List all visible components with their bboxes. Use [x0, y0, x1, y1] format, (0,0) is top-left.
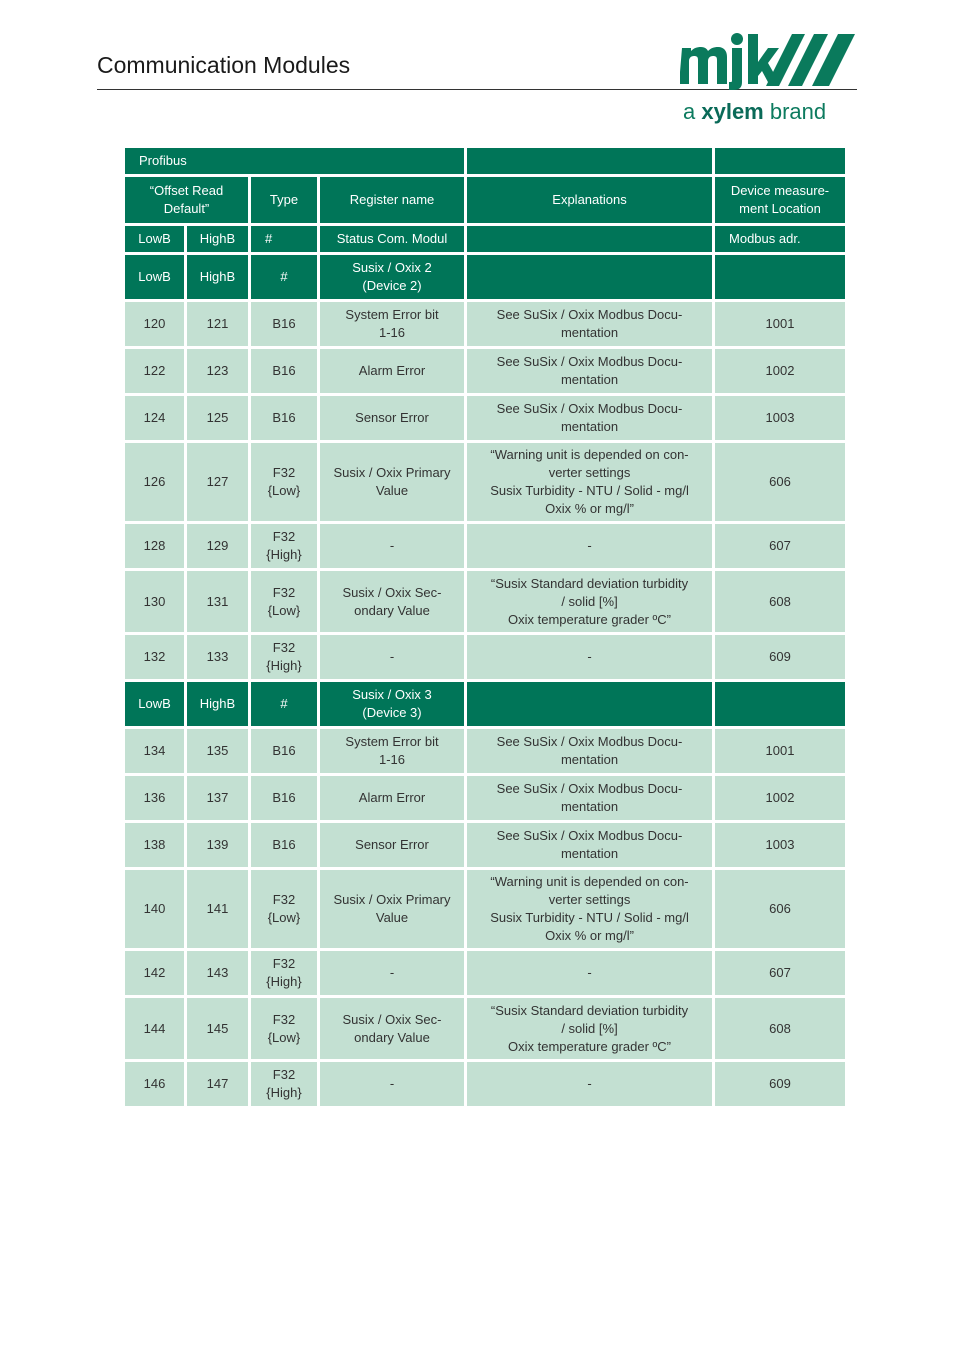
cell-low: 122: [125, 349, 184, 393]
table-row: [125, 635, 845, 679]
cell-modbus-address: [715, 682, 845, 726]
cell-type: F32 {High}: [251, 1062, 317, 1106]
cell-register-name: -: [320, 524, 464, 568]
cell-register-name: -: [320, 951, 464, 995]
protocol-cell-blank: [467, 148, 712, 174]
cell-register-name: Alarm Error: [320, 349, 464, 393]
cell-low: 142: [125, 951, 184, 995]
cell-high: 143: [187, 951, 248, 995]
cell-low: LowB: [125, 255, 184, 299]
table-row: [125, 571, 845, 632]
cell-modbus-address: 1003: [715, 396, 845, 440]
table-row: [125, 524, 845, 568]
modbus-register-table: [122, 145, 848, 1109]
cell-high: 145: [187, 998, 248, 1059]
table-row: [125, 823, 845, 867]
cell-modbus-address: 606: [715, 443, 845, 521]
cell-low: 124: [125, 396, 184, 440]
header-offset: “Offset Read Default”: [125, 177, 248, 223]
header-explanations: Explanations: [467, 177, 712, 223]
table-row: [125, 302, 845, 346]
cell-register-name: Sensor Error: [320, 823, 464, 867]
cell-high: 129: [187, 524, 248, 568]
cell-modbus-address: 607: [715, 951, 845, 995]
cell-modbus-address: [715, 255, 845, 299]
cell-explanation: -: [467, 524, 712, 568]
cell-high: 147: [187, 1062, 248, 1106]
cell-high: 139: [187, 823, 248, 867]
device-header-row: [125, 255, 845, 299]
cell-low: 136: [125, 776, 184, 820]
cell-low: 134: [125, 729, 184, 773]
cell-explanation: [467, 255, 712, 299]
cell-type: B16: [251, 349, 317, 393]
cell-high: 137: [187, 776, 248, 820]
cell-register-name: Susix / Oxix Primary Value: [320, 443, 464, 521]
cell-modbus-address: 607: [715, 524, 845, 568]
cell-modbus-address: 609: [715, 1062, 845, 1106]
cell-low: LowB: [125, 682, 184, 726]
cell-modbus-address: 608: [715, 998, 845, 1059]
cell-explanation: “Warning unit is depended on con- verter settings Susix Turbidity - NTU / Solid - mg/l Oxix % or mg/l”: [467, 870, 712, 948]
cell-low: 146: [125, 1062, 184, 1106]
cell-modbus-address: 1001: [715, 729, 845, 773]
table-row: [125, 396, 845, 440]
protocol-cell: Profibus: [125, 148, 464, 174]
cell-explanation: [467, 682, 712, 726]
cell-register-name: System Error bit 1-16: [320, 302, 464, 346]
cell-high: 131: [187, 571, 248, 632]
status-name: Status Com. Modul: [320, 226, 464, 252]
cell-high: 127: [187, 443, 248, 521]
cell-modbus-address: 1001: [715, 302, 845, 346]
brand-tagline: a xylem brand: [683, 99, 827, 124]
cell-type: B16: [251, 823, 317, 867]
cell-explanation: See SuSix / Oxix Modbus Docu- mentation: [467, 776, 712, 820]
cell-modbus-address: 606: [715, 870, 845, 948]
status-type: #: [251, 226, 317, 252]
table-row: [125, 998, 845, 1059]
cell-low: 144: [125, 998, 184, 1059]
header-register-name: Register name: [320, 177, 464, 223]
cell-type: B16: [251, 396, 317, 440]
cell-explanation: -: [467, 635, 712, 679]
cell-high: HighB: [187, 682, 248, 726]
status-high: HighB: [187, 226, 248, 252]
cell-explanation: See SuSix / Oxix Modbus Docu- mentation: [467, 302, 712, 346]
table-row: [125, 349, 845, 393]
cell-high: 121: [187, 302, 248, 346]
cell-low: 128: [125, 524, 184, 568]
cell-explanation: See SuSix / Oxix Modbus Docu- mentation: [467, 349, 712, 393]
table-row: [125, 870, 845, 948]
cell-explanation: -: [467, 1062, 712, 1106]
cell-high: 123: [187, 349, 248, 393]
mjk-logo: [680, 30, 860, 90]
cell-type: F32 {High}: [251, 635, 317, 679]
cell-high: 125: [187, 396, 248, 440]
protocol-cell-blank: [715, 148, 845, 174]
cell-low: 132: [125, 635, 184, 679]
cell-modbus-address: 1002: [715, 349, 845, 393]
status-expl: [467, 226, 712, 252]
cell-explanation: See SuSix / Oxix Modbus Docu- mentation: [467, 729, 712, 773]
cell-register-name: Alarm Error: [320, 776, 464, 820]
cell-type: B16: [251, 302, 317, 346]
cell-modbus-address: 1002: [715, 776, 845, 820]
cell-high: 135: [187, 729, 248, 773]
cell-explanation: See SuSix / Oxix Modbus Docu- mentation: [467, 396, 712, 440]
cell-low: 120: [125, 302, 184, 346]
cell-type: B16: [251, 776, 317, 820]
cell-register-name: -: [320, 635, 464, 679]
cell-modbus-address: 1003: [715, 823, 845, 867]
table-row-protocol: [125, 148, 845, 174]
status-loc: Modbus adr.: [715, 226, 845, 252]
status-row: [125, 226, 845, 252]
cell-type: F32 {Low}: [251, 571, 317, 632]
cell-type: F32 {Low}: [251, 443, 317, 521]
cell-high: 133: [187, 635, 248, 679]
cell-type: #: [251, 255, 317, 299]
cell-modbus-address: 609: [715, 635, 845, 679]
cell-high: HighB: [187, 255, 248, 299]
cell-modbus-address: 608: [715, 571, 845, 632]
header-device-location: Device measure- ment Location: [715, 177, 845, 223]
table-row: [125, 443, 845, 521]
device-header-row: [125, 682, 845, 726]
page-title: Communication Modules: [97, 52, 351, 78]
table-row: [125, 776, 845, 820]
table-header-row: [125, 177, 845, 223]
cell-type: F32 {Low}: [251, 998, 317, 1059]
cell-register-name: Sensor Error: [320, 396, 464, 440]
cell-low: 126: [125, 443, 184, 521]
cell-register-name: Susix / Oxix 3 (Device 3): [320, 682, 464, 726]
cell-explanation: “Warning unit is depended on con- verter settings Susix Turbidity - NTU / Solid - mg/l Oxix % or mg/l”: [467, 443, 712, 521]
cell-register-name: Susix / Oxix Sec- ondary Value: [320, 998, 464, 1059]
cell-low: 140: [125, 870, 184, 948]
status-low: LowB: [125, 226, 184, 252]
cell-explanation: “Susix Standard deviation turbidity / solid [%] Oxix temperature grader ºC”: [467, 571, 712, 632]
cell-type: B16: [251, 729, 317, 773]
cell-type: F32 {High}: [251, 951, 317, 995]
table-row: [125, 729, 845, 773]
cell-low: 138: [125, 823, 184, 867]
cell-high: 141: [187, 870, 248, 948]
cell-register-name: System Error bit 1-16: [320, 729, 464, 773]
cell-low: 130: [125, 571, 184, 632]
table-row: [125, 951, 845, 995]
cell-register-name: Susix / Oxix Sec- ondary Value: [320, 571, 464, 632]
cell-type: F32 {High}: [251, 524, 317, 568]
cell-type: F32 {Low}: [251, 870, 317, 948]
header-type: Type: [251, 177, 317, 223]
cell-register-name: -: [320, 1062, 464, 1106]
cell-register-name: Susix / Oxix Primary Value: [320, 870, 464, 948]
cell-explanation: “Susix Standard deviation turbidity / solid [%] Oxix temperature grader ºC”: [467, 998, 712, 1059]
cell-register-name: Susix / Oxix 2 (Device 2): [320, 255, 464, 299]
cell-explanation: -: [467, 951, 712, 995]
cell-explanation: See SuSix / Oxix Modbus Docu- mentation: [467, 823, 712, 867]
table-row: [125, 1062, 845, 1106]
cell-type: #: [251, 682, 317, 726]
